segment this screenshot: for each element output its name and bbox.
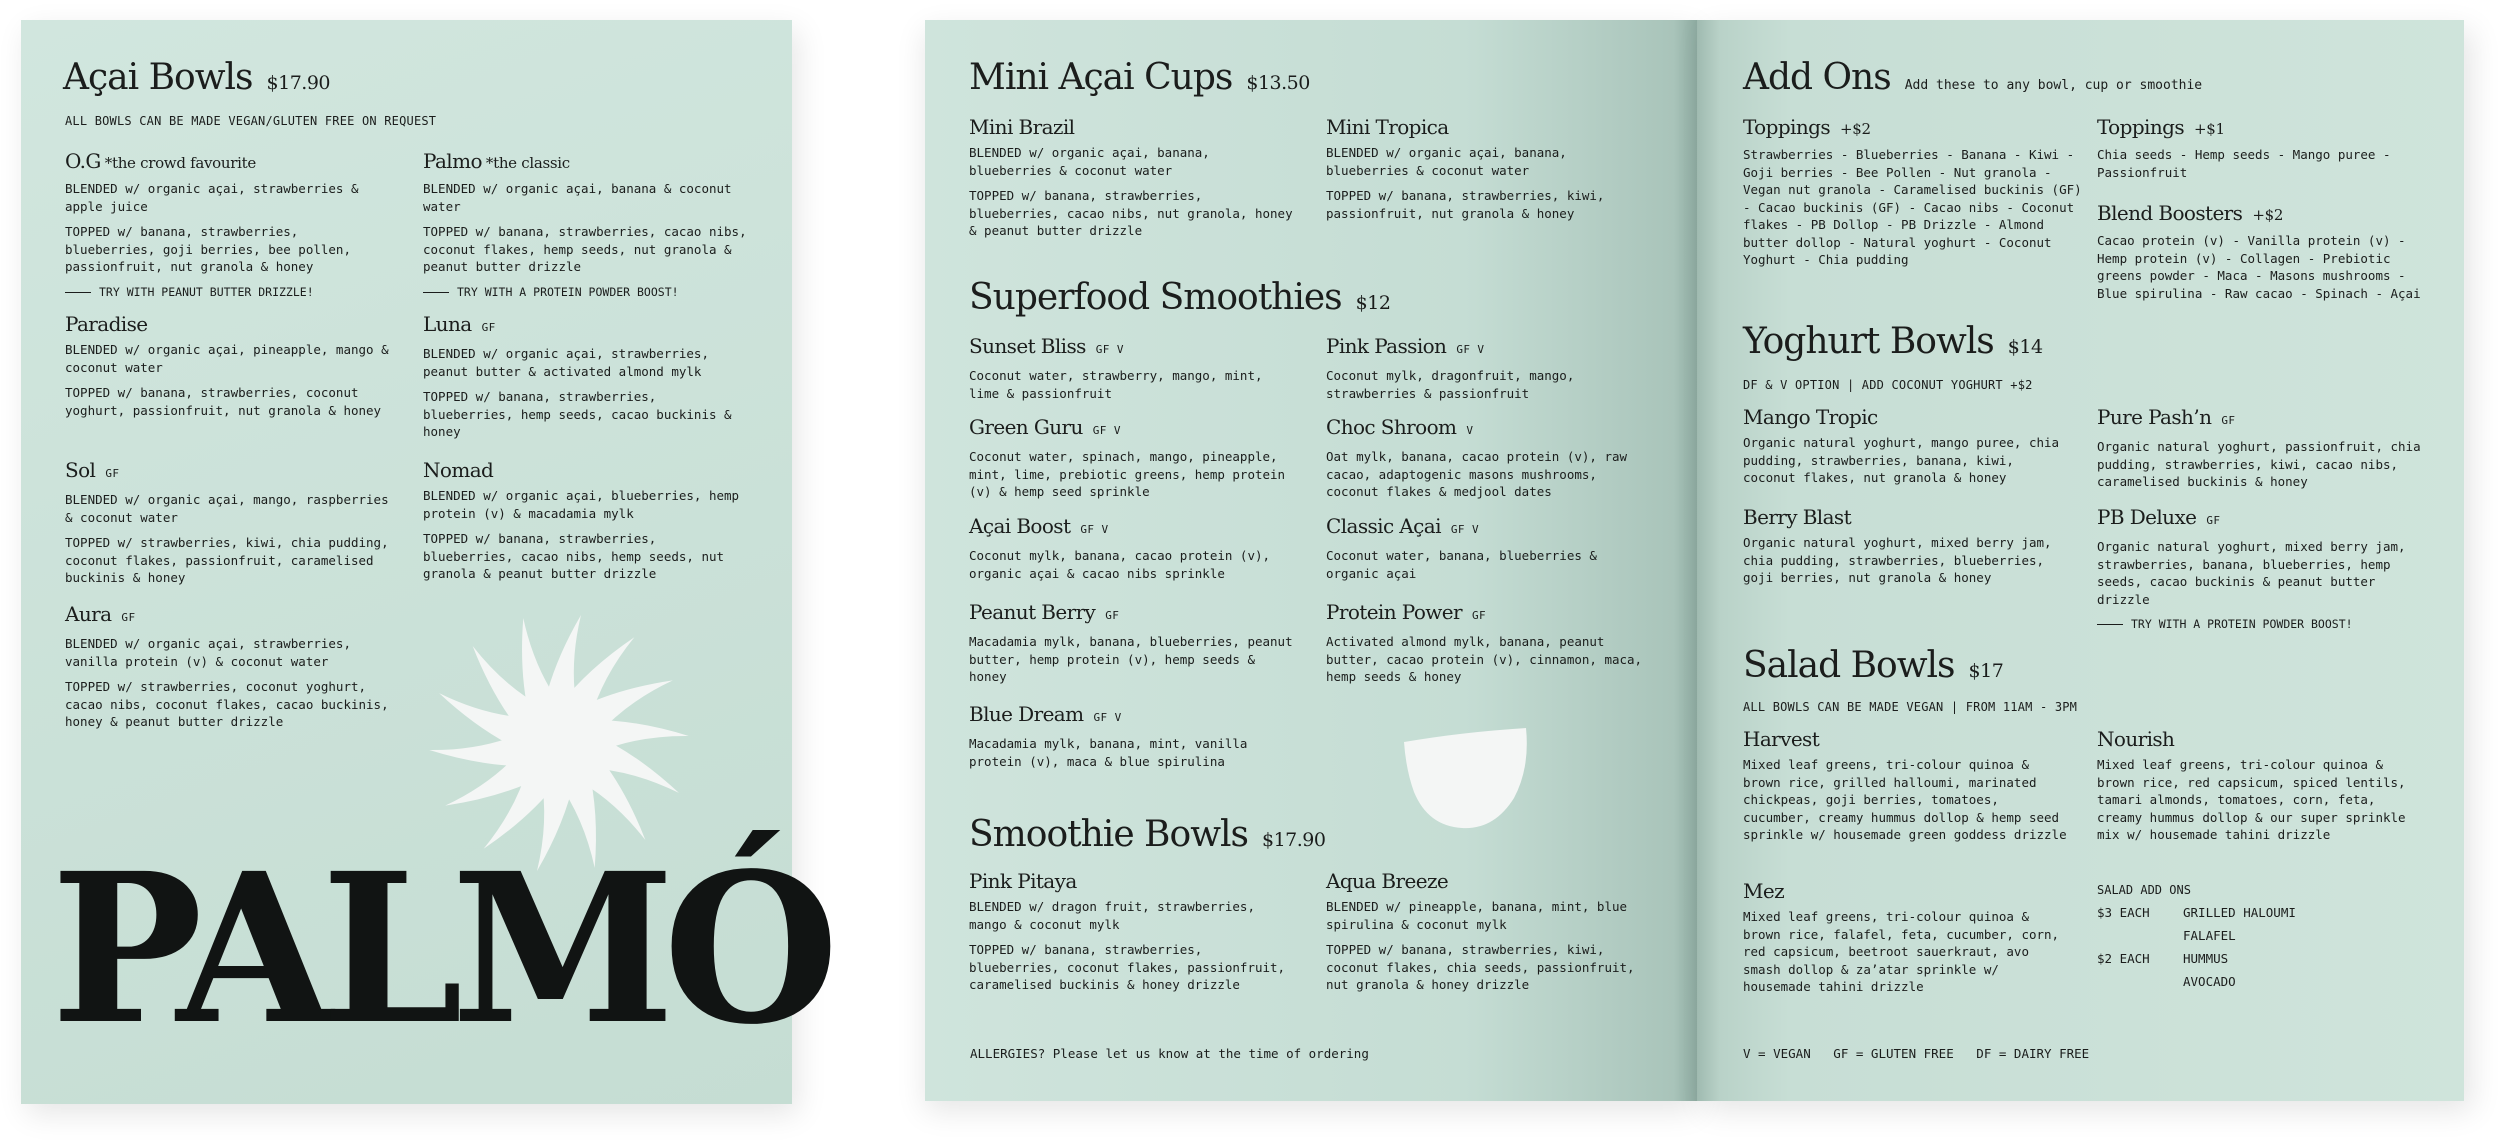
item-desc: Mixed leaf greens, tri-colour quinoa & brown rice, falafel, feta, cucumber, corn, red capsicum, beetroot sauerkraut, avo smash dollop & za’atar sprinkle w/ housemade tahini drizzle: [1743, 909, 2060, 994]
item-diet: GF: [121, 611, 136, 624]
item-name: Classic Açai: [1326, 514, 1441, 538]
menu-item-og: [65, 148, 395, 299]
menu-item-pure-pashn: [2097, 404, 2427, 491]
addon-item: AVOCADO: [2183, 974, 2236, 989]
item-diet: GF: [1105, 609, 1120, 622]
item-desc: Activated almond mylk, banana, peanut butter, cacao protein (v), cinnamon, maca, hemp seeds & honey: [1326, 634, 1643, 684]
addon-blend-boosters: [2097, 200, 2437, 302]
item-blended: BLENDED w/ organic açai, banana, blueberries & coconut water: [1326, 145, 1567, 178]
section-title: Yoghurt Bowls: [1743, 321, 1994, 362]
addon-row: [2097, 924, 2296, 947]
item-blended: BLENDED w/ organic açai, banana, blueberries & coconut water: [969, 145, 1210, 178]
item-name: Blend Boosters: [2097, 201, 2243, 225]
addon-row: [2097, 970, 2296, 993]
item-name: Nomad: [423, 458, 494, 482]
menu-item-nomad: [423, 457, 753, 583]
acai-bowls-header: [63, 56, 330, 100]
bowl-icon: [1402, 728, 1530, 832]
item-blended: BLENDED w/ organic açai, pineapple, mango & coconut water: [65, 342, 389, 375]
item-diet: GF V: [1095, 343, 1124, 356]
item-name: O.G: [65, 149, 101, 173]
item-topped: TOPPED w/ banana, strawberries, blueberries, hemp seeds, cacao buckinis & honey: [423, 389, 732, 439]
salad-add-ons: [2097, 883, 2296, 993]
item-desc: Mixed leaf greens, tri-colour quinoa & brown rice, red capsicum, spiced lentils, tamari almonds, tomatoes, corn, feta, creamy hummus dollop & our super sprinkle mix w/ housemade tahini drizzle: [2097, 757, 2406, 842]
item-blended: BLENDED w/ organic açai, strawberries, peanut butter & activated almond mylk: [423, 346, 709, 379]
item-desc: Coconut mylk, banana, cacao protein (v), organic açai & cacao nibs sprinkle: [969, 548, 1271, 581]
salad-add-ons-table: [2097, 901, 2296, 993]
menu-item-aqua-breeze: [1326, 868, 1656, 994]
item-desc: Macadamia mylk, banana, blueberries, peanut butter, hemp protein (v), hemp seeds & honey: [969, 634, 1293, 684]
item-diet: GF V: [1456, 343, 1485, 356]
item-name: Sunset Bliss: [969, 334, 1086, 358]
item-blended: BLENDED w/ organic açai, strawberries, vanilla protein (v) & coconut water: [65, 636, 351, 669]
item-diet: GF V: [1092, 424, 1121, 437]
mini-cups-header: [969, 56, 1310, 100]
diet-legend: V = VEGAN GF = GLUTEN FREE DF = DAIRY FREE: [1743, 1046, 2090, 1061]
addon-price: $2 EACH: [2097, 951, 2150, 966]
section-note: Add these to any bowl, cup or smoothie: [1904, 78, 2203, 93]
item-desc: Chia seeds - Hemp seeds - Mango puree - Passionfruit: [2097, 147, 2391, 180]
addon-price: [2097, 924, 2183, 947]
item-blended: BLENDED w/ organic açai, blueberries, hemp protein (v) & macadamia mylk: [423, 488, 740, 521]
item-name: Mez: [1743, 879, 1785, 903]
item-blended: BLENDED w/ organic açai, mango, raspberries & coconut water: [65, 492, 389, 525]
menu-item-luna: [423, 311, 753, 441]
section-note: ALL BOWLS CAN BE MADE VEGAN | FROM 11AM - 3PM: [1743, 700, 2078, 714]
addon-price: $3 EACH: [2097, 905, 2150, 920]
item-name: Pink Pitaya: [969, 869, 1077, 893]
item-diet: GF V: [1093, 711, 1122, 724]
menu-item-sol: [65, 457, 395, 587]
item-desc: Coconut water, spinach, mango, pineapple, mint, lime, prebiotic greens, hemp protein (v) & hemp seed sprinkle: [969, 449, 1286, 499]
menu-item-mango-tropic: [1743, 404, 2073, 487]
menu-item-palmo: [423, 148, 753, 299]
item-price: +$2: [1839, 120, 1871, 138]
section-title: Salad Bowls: [1743, 645, 1955, 686]
section-title: Add Ons: [1743, 57, 1891, 98]
item-topped: TOPPED w/ strawberries, coconut yoghurt, cacao nibs, coconut flakes, cacao buckinis, honey & peanut butter drizzle: [65, 679, 389, 729]
menu-page-left: [21, 20, 828, 1104]
item-diet: GF: [2206, 514, 2221, 527]
item-desc: Organic natural yoghurt, passionfruit, chia pudding, strawberries, kiwi, cacao nibs, caramelised buckinis & honey: [2097, 439, 2421, 489]
section-price: $17.90: [266, 72, 330, 94]
addon-item: HUMMUS: [2183, 951, 2229, 966]
item-desc: Coconut water, banana, blueberries & organic açai: [1326, 548, 1597, 581]
item-tip: TRY WITH A PROTEIN POWDER BOOST!: [2097, 617, 2427, 631]
item-name: Toppings: [2097, 115, 2184, 139]
item-diet: GF V: [1450, 523, 1479, 536]
yoghurt-bowls-header: [1743, 320, 2043, 364]
item-name: Açai Boost: [969, 514, 1071, 538]
section-price: $13.50: [1246, 72, 1310, 94]
item-name: Aqua Breeze: [1326, 869, 1449, 893]
addon-price: [2097, 970, 2183, 993]
smoothies-header: [969, 276, 1390, 320]
item-topped: TOPPED w/ banana, strawberries, blueberries, cacao nibs, nut granola, honey & peanut butter drizzle: [969, 188, 1293, 238]
addon-toppings-1: [2097, 114, 2437, 181]
addon-item: GRILLED HALOUMI: [2183, 905, 2296, 920]
item-blended: BLENDED w/ organic açai, strawberries & apple juice: [65, 181, 359, 214]
item-name: Mini Brazil: [969, 115, 1075, 139]
item-topped: TOPPED w/ banana, strawberries, coconut yoghurt, passionfruit, nut granola & honey: [65, 385, 382, 418]
smoothie-bowls-header: [969, 813, 1325, 857]
item-name: Peanut Berry: [969, 600, 1096, 624]
item-name: Green Guru: [969, 415, 1083, 439]
salad-bowls-header: [1743, 644, 2003, 688]
item-price: +$1: [2193, 120, 2225, 138]
item-desc: Coconut water, strawberry, mango, mint, lime & passionfruit: [969, 368, 1263, 401]
item-topped: TOPPED w/ banana, strawberries, cacao nibs, coconut flakes, hemp seeds, nut granola & peanut butter drizzle: [423, 224, 747, 274]
section-price: $12: [1355, 292, 1391, 314]
item-tag: *the classic: [485, 154, 570, 172]
menu-item-sunset-bliss: [969, 333, 1299, 402]
addon-row: [2097, 901, 2296, 924]
item-name: Choc Shroom: [1326, 415, 1457, 439]
section-title: Açai Bowls: [63, 57, 253, 98]
menu-item-mez: [1743, 878, 2073, 996]
item-desc: Coconut mylk, dragonfruit, mango, strawberries & passionfruit: [1326, 368, 1575, 401]
item-topped: TOPPED w/ banana, strawberries, kiwi, passionfruit, nut granola & honey: [1326, 188, 1605, 221]
menu-item-mini-brazil: [969, 114, 1299, 240]
menu-item-pink-passion: [1326, 333, 1656, 402]
item-tip: TRY WITH PEANUT BUTTER DRIZZLE!: [65, 285, 395, 299]
section-price: $14: [2007, 336, 2043, 358]
item-tag: *the crowd favourite: [104, 154, 256, 172]
brand-logo: PALMÓ: [51, 828, 828, 1070]
item-diet: GF V: [1080, 523, 1109, 536]
addon-toppings-2: [1743, 114, 2083, 269]
item-desc: Cacao protein (v) - Vanilla protein (v) - Hemp protein (v) - Collagen - Prebiotic greens powder - Maca - Masons mushrooms - Blue spirulina - Raw cacao - Spinach - Açai: [2097, 233, 2421, 301]
menu-item-harvest: [1743, 726, 2073, 844]
menu-page-right: [1697, 20, 2464, 1101]
item-blended: BLENDED w/ organic açai, banana & coconut water: [423, 181, 732, 214]
addon-row: [2097, 947, 2296, 970]
menu-item-green-guru: [969, 414, 1299, 501]
addon-item: FALAFEL: [2183, 928, 2236, 943]
item-name: Berry Blast: [1743, 505, 1852, 529]
item-diet: GF: [1471, 609, 1487, 622]
menu-item-nourish: [2097, 726, 2427, 844]
item-tip: TRY WITH A PROTEIN POWDER BOOST!: [423, 285, 753, 299]
section-price: $17.90: [1262, 829, 1326, 851]
item-desc: Mixed leaf greens, tri-colour quinoa & brown rice, grilled halloumi, marinated chickpeas, goji berries, tomatoes, cucumber, creamy hummus dollop & hemp seed sprinkle w/ housemade green goddess drizzle: [1743, 757, 2067, 842]
menu-item-pink-pitaya: [969, 868, 1299, 994]
item-desc: Organic natural yoghurt, mixed berry jam, strawberries, banana, blueberries, hemp seeds, cacao buckinis & peanut butter drizzle: [2097, 539, 2406, 607]
menu-item-peanut-berry: [969, 599, 1299, 686]
menu-item-pb-deluxe: [2097, 504, 2427, 631]
section-title: Superfood Smoothies: [969, 277, 1342, 318]
item-name: Toppings: [1743, 115, 1830, 139]
item-blended: BLENDED w/ dragon fruit, strawberries, mango & coconut mylk: [969, 899, 1255, 932]
item-desc: Macadamia mylk, banana, mint, vanilla protein (v), maca & blue spirulina: [969, 736, 1248, 769]
menu-item-aura: [65, 601, 395, 731]
allergies-note: ALLERGIES? Please let us know at the time of ordering: [970, 1046, 1369, 1061]
item-topped: TOPPED w/ banana, strawberries, kiwi, coconut flakes, chia seeds, passionfruit, nut granola & honey drizzle: [1326, 942, 1635, 992]
menu-item-paradise: [65, 311, 395, 419]
item-topped: TOPPED w/ banana, strawberries, blueberries, cacao nibs, hemp seeds, nut granola & peanut butter drizzle: [423, 531, 725, 581]
section-title: Smoothie Bowls: [969, 814, 1248, 855]
add-ons-header: [1743, 56, 2202, 100]
item-name: Protein Power: [1326, 600, 1462, 624]
item-name: Luna: [423, 312, 472, 336]
salad-add-ons-title: SALAD ADD ONS: [2097, 883, 2191, 897]
item-topped: TOPPED w/ strawberries, kiwi, chia pudding, coconut flakes, passionfruit, caramelised buckinis & honey: [65, 535, 389, 585]
menu-item-classic-acai: [1326, 513, 1656, 582]
item-diet: GF: [2221, 414, 2236, 427]
item-blended: BLENDED w/ pineapple, banana, mint, blue spirulina & coconut mylk: [1326, 899, 1628, 932]
item-name: Pure Pash’n: [2097, 405, 2212, 429]
item-name: Paradise: [65, 312, 148, 336]
menu-item-choc-shroom: [1326, 414, 1656, 501]
item-name: Harvest: [1743, 727, 1820, 751]
item-desc: Strawberries - Blueberries - Banana - Kiwi - Goji berries - Bee Pollen - Nut granola - Vegan nut granola - Caramelised buckinis (GF) - Cacao buckinis (GF) - Cacao nibs - Coconut flakes - PB Dollop - PB Drizzle - Almond butter dollop - Natural yoghurt - Coconut Yoghurt - Chia pudding: [1743, 147, 2082, 267]
item-price: +$2: [2252, 206, 2284, 224]
menu-item-blue-dream: [969, 701, 1299, 770]
item-desc: Organic natural yoghurt, mixed berry jam, chia pudding, strawberries, blueberries, goji berries, nut granola & honey: [1743, 535, 2052, 585]
section-note: ALL BOWLS CAN BE MADE VEGAN/GLUTEN FREE ON REQUEST: [65, 114, 437, 128]
menu-item-acai-boost: [969, 513, 1299, 582]
section-note: DF & V OPTION | ADD COCONUT YOGHURT +$2: [1743, 378, 2033, 392]
item-name: PB Deluxe: [2097, 505, 2197, 529]
item-name: Pink Passion: [1326, 334, 1447, 358]
item-topped: TOPPED w/ banana, strawberries, blueberries, goji berries, bee pollen, passionfruit, nut granola & honey: [65, 224, 351, 274]
item-name: Sol: [65, 458, 96, 482]
item-name: Mango Tropic: [1743, 405, 1878, 429]
menu-item-berry-blast: [1743, 504, 2073, 587]
item-name: Mini Tropica: [1326, 115, 1449, 139]
item-name: Aura: [65, 602, 112, 626]
menu-item-protein-power: [1326, 599, 1656, 686]
item-diet: GF: [105, 467, 120, 480]
item-topped: TOPPED w/ banana, strawberries, blueberries, coconut flakes, passionfruit, caramelised buckinis & honey drizzle: [969, 942, 1286, 992]
item-diet: GF: [481, 321, 496, 334]
section-title: Mini Açai Cups: [969, 57, 1233, 98]
menu-page-middle: [925, 20, 1697, 1101]
item-desc: Oat mylk, banana, cacao protein (v), raw cacao, adaptogenic masons mushrooms, coconut flakes & medjool dates: [1326, 449, 1628, 499]
section-price: $17: [1968, 660, 2004, 682]
item-diet: V: [1466, 424, 1474, 437]
item-name: Blue Dream: [969, 702, 1084, 726]
item-name: Palmo: [423, 149, 482, 173]
item-desc: Organic natural yoghurt, mango puree, chia pudding, strawberries, banana, kiwi, coconut flakes, nut granola & honey: [1743, 435, 2060, 485]
menu-item-mini-tropica: [1326, 114, 1656, 222]
item-name: Nourish: [2097, 727, 2175, 751]
